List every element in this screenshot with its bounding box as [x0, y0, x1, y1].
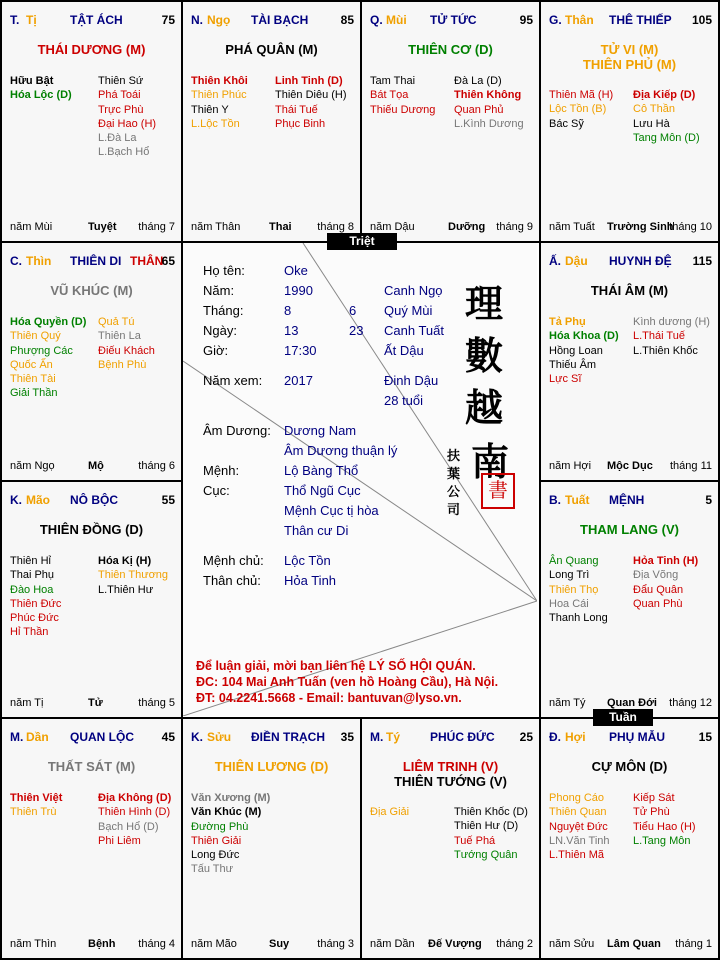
minor-stars-left — [10, 74, 72, 103]
palace-month: tháng 1 — [675, 938, 712, 950]
value-cuc-3: Thân cư Di — [284, 523, 349, 538]
minor-star: Thiên Hỉ — [10, 555, 51, 567]
contact-line-3: ĐT: 04.2241.5668 - Email: bantuvan@lyso.vn. — [196, 691, 462, 705]
value-gio-can: Ất Dậu — [384, 343, 424, 358]
palace-chi: Dậu — [565, 254, 588, 268]
palace-name: THIÊN DI — [70, 254, 122, 268]
palace-number: 65 — [161, 254, 175, 268]
palace-name: PHÚC ĐỨC — [430, 730, 495, 744]
minor-star: Thiếu Dương — [370, 103, 436, 116]
palace-header — [191, 13, 354, 29]
palace-year: năm Mùi — [10, 221, 53, 233]
truong-sinh: Mộc Dục — [607, 460, 653, 472]
minor-star: Long Trì — [549, 569, 590, 582]
value-thang-can: Quý Mùi — [384, 303, 433, 318]
minor-star: Thiếu Âm — [549, 358, 597, 371]
label-ho-ten: Họ tên: — [203, 263, 245, 278]
palace-number: 35 — [340, 730, 354, 744]
label-menh-chu: Mệnh chủ: — [203, 553, 264, 568]
palace-can: Q. — [370, 13, 383, 27]
value-am-duong-2: Âm Dương thuận lý — [284, 443, 398, 458]
minor-star: Bạch Hổ (D) — [98, 820, 159, 833]
minor-star: Văn Khúc (M) — [191, 806, 262, 819]
minor-star: Thiên Hình (D) — [98, 806, 171, 819]
palace-dau — [539, 241, 720, 482]
minor-star: Thiên Phúc — [191, 89, 247, 102]
minor-star: Hóa Quyền (D) — [10, 316, 87, 328]
minor-stars-right — [633, 88, 700, 145]
triet-tag: Triệt — [327, 233, 397, 250]
palace-number: 115 — [692, 254, 712, 268]
minor-star: Địa Võng — [633, 569, 679, 582]
value-gio: 17:30 — [284, 343, 317, 358]
major-star: THIÊN CƠ (D) — [408, 42, 493, 57]
seal-logo — [445, 273, 525, 543]
palace-tuat — [539, 480, 720, 719]
palace-can: T. — [10, 13, 20, 27]
truong-sinh: Suy — [269, 938, 290, 950]
minor-star: L.Thiên Khốc — [633, 344, 698, 357]
palace-can: M. — [10, 730, 24, 744]
palace-header — [370, 730, 533, 746]
palace-hoi — [539, 717, 720, 960]
minor-stars-left — [370, 74, 435, 117]
seal-char-3: 越 — [465, 385, 504, 430]
major-star: THÁI ÂM (M) — [590, 283, 669, 298]
seal-char-4: 南 — [471, 439, 510, 484]
palace-header — [191, 730, 354, 746]
minor-star: LN.Văn Tinh — [549, 834, 610, 847]
minor-stars-right — [454, 805, 528, 862]
palace-month: tháng 12 — [669, 697, 712, 709]
label-nam: Năm: — [203, 283, 235, 298]
minor-star: Hóa Kị (H) — [98, 555, 152, 567]
palace-footer — [549, 221, 712, 235]
minor-star: Đường Phù — [191, 820, 249, 833]
palace-can: G. — [549, 13, 562, 27]
seal-char-2: 數 — [465, 333, 504, 378]
minor-star: L.Thiên Hư — [98, 583, 154, 596]
palace-name: QUAN LỘC — [70, 730, 134, 744]
label-than-chu: Thân chủ: — [203, 573, 261, 588]
palace-header — [549, 254, 712, 270]
minor-star: Địa Giải — [370, 806, 410, 818]
value-nam-xem: 2017 — [284, 373, 313, 388]
palace-chi: Tý — [386, 730, 401, 744]
minor-star: Bệnh Phù — [98, 358, 147, 371]
minor-stars-left — [10, 791, 62, 820]
value-ngay: 13 — [284, 323, 299, 338]
palace-year: năm Ngọ — [10, 460, 55, 472]
palace-header — [10, 730, 175, 746]
minor-star: Phúc Đức — [10, 612, 59, 625]
minor-star: Bát Tọa — [370, 89, 409, 102]
palace-number: 85 — [340, 13, 354, 27]
palace-ngo — [181, 0, 362, 243]
minor-stars-left — [370, 805, 409, 819]
palace-number: 45 — [161, 730, 175, 744]
contact-line-2: ĐC: 104 Mai Anh Tuấn (ven hồ Hoàng Cầu), Hà Nội. — [196, 675, 499, 689]
palace-header — [549, 730, 712, 746]
minor-star: Tam Thai — [370, 75, 416, 87]
seal-small-2: 葉 — [447, 467, 461, 482]
major-star: VŨ KHÚC (M) — [50, 283, 133, 298]
palace-mao — [0, 480, 183, 719]
minor-star: Hóa Khoa (D) — [549, 330, 619, 343]
minor-star: Địa Kiếp (D) — [633, 89, 696, 101]
minor-stars-left — [549, 88, 613, 131]
palace-name: THÊ THIẾP — [609, 13, 672, 27]
palace-number: 5 — [705, 493, 712, 507]
major-star: THIÊN ĐỒNG (D) — [39, 522, 144, 537]
palace-can: Ấ. — [549, 254, 561, 268]
palace-chi: Thìn — [26, 254, 52, 268]
minor-star: Thiên Tài — [10, 373, 56, 386]
truong-sinh: Lâm Quan — [607, 938, 661, 950]
seal-small-4: 司 — [447, 503, 461, 518]
label-am-duong: Âm Dương: — [203, 423, 271, 438]
minor-star: Thiên Thương — [98, 569, 169, 582]
palace-can: B. — [549, 493, 561, 507]
palace-chi: Tuất — [565, 493, 590, 507]
minor-star: Kiếp Sát — [633, 792, 675, 804]
palace-number: 25 — [519, 730, 533, 744]
minor-stars-left — [10, 315, 86, 401]
truong-sinh: Tuyệt — [88, 221, 117, 233]
minor-star: Đẩu Quân — [633, 583, 684, 596]
palace-month: tháng 6 — [138, 460, 175, 472]
value-than-chu: Hỏa Tinh — [284, 573, 337, 588]
minor-star: Thiên Đức — [10, 597, 62, 610]
tuan-tag: Tuần — [593, 709, 653, 726]
value-thang-am: 6 — [349, 303, 357, 318]
minor-star: Giải Thần — [10, 387, 58, 400]
minor-star: Thiên Trù — [10, 806, 57, 819]
minor-stars-left — [10, 554, 61, 640]
minor-star: Long Đức — [191, 849, 240, 862]
palace-month: tháng 9 — [496, 221, 533, 233]
minor-stars-right — [275, 74, 347, 131]
palace-can: N. — [191, 13, 203, 27]
value-menh: Lộ Bàng Thổ — [284, 463, 359, 478]
minor-star: Lực Sĩ — [549, 373, 582, 386]
minor-stars-right — [98, 74, 156, 160]
minor-star: Hoa Cái — [549, 597, 589, 610]
major-star: TỬ VI (M) — [600, 42, 659, 57]
minor-star: Điếu Khách — [98, 344, 155, 357]
value-nam-xem-can: Đinh Dậu — [384, 373, 439, 388]
palace-name: TỬ TỨC — [430, 13, 477, 27]
palace-can: M. — [370, 730, 384, 744]
palace-month: tháng 5 — [138, 697, 175, 709]
palace-footer — [10, 938, 175, 952]
minor-star: Thiên Khốc (D) — [454, 806, 528, 818]
palace-name: MỆNH — [609, 493, 645, 507]
major-star: THẤT SÁT (M) — [47, 759, 136, 774]
palace-number: 15 — [698, 730, 712, 744]
palace-chi: Dần — [26, 730, 49, 744]
palace-year: năm Sửu — [549, 938, 595, 950]
major-star: LIÊM TRINH (V) — [402, 759, 499, 774]
minor-star: Thiên Mã (H) — [549, 89, 614, 101]
seal-char-1: 理 — [465, 281, 504, 326]
palace-name: PHỤ MẪU — [609, 730, 665, 744]
minor-star: Thiên Y — [191, 103, 229, 116]
palace-month: tháng 7 — [138, 221, 175, 233]
palace-month: tháng 8 — [317, 221, 354, 233]
minor-star: Hỉ Thần — [10, 626, 49, 639]
minor-star: Tử Phù — [633, 806, 670, 819]
palace-chi: Sửu — [207, 730, 232, 744]
minor-stars-right — [454, 74, 524, 131]
minor-star: Thiên Việt — [10, 792, 63, 804]
minor-star: Thai Phụ — [10, 569, 55, 582]
minor-star: L.Thái Tuế — [633, 330, 685, 343]
major-star: CỰ MÔN (D) — [591, 759, 668, 774]
minor-stars-left — [549, 791, 610, 862]
minor-star: Hỏa Tinh (H) — [633, 555, 699, 567]
palace-number: 55 — [161, 493, 175, 507]
minor-stars-right — [633, 554, 698, 611]
minor-stars-right — [98, 791, 171, 848]
value-ngay-can: Canh Tuất — [384, 323, 444, 338]
minor-star: Quan Phủ — [454, 103, 504, 116]
palace-chi: Hợi — [565, 730, 586, 744]
truong-sinh: Quan Đới — [607, 697, 657, 709]
value-cuc: Thổ Ngũ Cục — [284, 483, 361, 498]
minor-star: Phi Liêm — [98, 834, 141, 847]
minor-star: Phượng Các — [10, 344, 73, 357]
palace-footer — [549, 460, 712, 474]
center-info-panel — [183, 243, 537, 716]
palace-month: tháng 11 — [669, 460, 712, 472]
value-thang: 8 — [284, 303, 292, 318]
minor-star: Địa Không (D) — [98, 792, 172, 804]
minor-star: Thiên Hư (D) — [454, 820, 519, 833]
minor-stars-left — [191, 791, 270, 877]
minor-star: Thiên Khôi — [191, 75, 248, 87]
minor-star: Cô Thần — [633, 103, 675, 116]
palace-thin — [0, 241, 183, 482]
truong-sinh: Đế Vượng — [428, 938, 482, 950]
minor-star: Quả Tú — [98, 316, 135, 328]
value-tuoi: 28 tuổi — [384, 393, 424, 408]
palace-month: tháng 10 — [669, 221, 712, 233]
palace-footer — [549, 938, 712, 952]
palace-number: 105 — [691, 13, 712, 27]
palace-can: Đ. — [549, 730, 561, 744]
palace-can: C. — [10, 254, 22, 268]
palace-chi: Ngọ — [207, 13, 231, 27]
minor-star: Phá Toái — [98, 89, 141, 102]
value-ho-ten: Oke — [284, 263, 308, 278]
palace-number: 95 — [519, 13, 533, 27]
palace-footer — [10, 460, 175, 474]
minor-star: Thiên La — [98, 330, 141, 343]
minor-star: Hóa Lộc (D) — [10, 89, 72, 102]
truong-sinh: Mộ — [88, 460, 104, 472]
major-star: THIÊN TƯỚNG (V) — [394, 774, 507, 789]
minor-star: Trực Phù — [98, 103, 144, 116]
minor-star: Kình dương (H) — [633, 316, 710, 328]
palace-month: tháng 3 — [317, 938, 354, 950]
value-cuc-2: Mệnh Cục tị hòa — [284, 503, 379, 518]
minor-stars-right — [98, 315, 155, 372]
palace-year: năm Tý — [549, 697, 586, 709]
minor-star: Thiên Quan — [549, 806, 607, 819]
major-star: PHÁ QUÂN (M) — [225, 42, 318, 57]
minor-star: Văn Xương (M) — [191, 792, 271, 804]
palace-ti — [0, 0, 183, 243]
palace-header — [549, 13, 712, 29]
palace-name: TẬT ÁCH — [70, 13, 123, 27]
palace-year: năm Mão — [191, 938, 237, 950]
minor-star: Tướng Quân — [454, 848, 518, 861]
palace-chi: Tị — [26, 13, 37, 27]
label-gio: Giờ: — [203, 343, 229, 358]
palace-year: năm Dần — [370, 938, 415, 950]
palace-year: năm Hợi — [549, 460, 592, 472]
palace-month: tháng 2 — [496, 938, 533, 950]
palace-header — [10, 13, 175, 29]
palace-header — [10, 254, 175, 270]
truong-sinh: Trường Sinh — [607, 221, 674, 233]
contact-line-1: Để luận giải, mời bạn liên hệ LÝ SỐ HỘI QUÁN. — [196, 659, 476, 673]
label-nam-xem: Năm xem: — [203, 373, 263, 388]
major-star: THIÊN PHỦ (M) — [582, 57, 677, 72]
palace-month: tháng 4 — [138, 938, 175, 950]
minor-stars-right — [98, 554, 168, 597]
palace-chi: Thân — [565, 13, 594, 27]
palace-year: năm Thân — [191, 221, 241, 233]
palace-number: 75 — [161, 13, 175, 27]
palace-name: HUYNH ĐỆ — [609, 254, 672, 268]
red-stamp: 書 — [481, 473, 515, 509]
minor-star: Thiên Diêu (H) — [275, 89, 347, 102]
minor-star: Lộc Tồn (B) — [549, 103, 607, 116]
minor-star: Linh Tinh (D) — [275, 75, 343, 87]
minor-star: Thiên Giải — [191, 834, 242, 847]
minor-star: L.Bạch Hổ — [98, 146, 150, 159]
minor-stars-left — [191, 74, 248, 131]
palace-footer — [191, 938, 354, 952]
minor-star: Đào Hoa — [10, 583, 54, 596]
palace-footer — [370, 938, 533, 952]
palace-name: NÔ BỘC — [70, 493, 118, 507]
palace-year: năm Dậu — [370, 221, 415, 233]
minor-star: L.Kình Dương — [454, 117, 524, 130]
minor-star: Tả Phụ — [549, 316, 586, 328]
palace-mui — [360, 0, 541, 243]
label-thang: Tháng: — [203, 303, 244, 318]
minor-star: Quan Phù — [633, 597, 683, 610]
minor-star: L.Thiên Mã — [549, 849, 605, 862]
minor-star: Ân Quang — [549, 555, 599, 567]
minor-star: Thiên Thọ — [549, 583, 599, 596]
minor-star: Nguyệt Đức — [549, 820, 608, 833]
palace-footer — [10, 221, 175, 235]
value-am-duong: Dương Nam — [284, 423, 357, 438]
minor-star: Quốc Ấn — [10, 358, 53, 371]
palace-than — [539, 0, 720, 243]
minor-star: L.Đà La — [98, 132, 137, 145]
label-ngay: Ngày: — [203, 323, 237, 338]
palace-name: ĐIỀN TRẠCH — [251, 730, 325, 744]
minor-stars-right — [633, 315, 710, 358]
palace-year: năm Thìn — [10, 938, 57, 950]
minor-star: Phục Binh — [275, 117, 326, 130]
palace-year: năm Tuất — [549, 221, 595, 233]
label-cuc: Cục: — [203, 483, 230, 498]
minor-star: Thiên Không — [454, 89, 522, 102]
seal-small-3: 公 — [447, 485, 461, 500]
minor-stars-left — [549, 315, 619, 386]
palace-footer — [10, 697, 175, 711]
palace-ty — [360, 717, 541, 960]
minor-star: Tiểu Hao (H) — [633, 820, 696, 833]
minor-star: L.Lộc Tồn — [191, 117, 240, 130]
minor-star: Thiên Sứ — [98, 75, 144, 87]
truong-sinh: Bệnh — [88, 938, 116, 950]
label-menh: Mệnh: — [203, 463, 240, 478]
minor-star: Bác Sỹ — [549, 117, 584, 130]
palace-dan — [0, 717, 183, 960]
seal-small-1: 扶 — [447, 449, 461, 464]
truong-sinh: Tử — [88, 697, 103, 709]
minor-star: Thiên Quý — [10, 330, 61, 343]
palace-chi: Mão — [26, 493, 50, 507]
minor-star: Hồng Loan — [549, 344, 603, 357]
major-star: THÁI DƯƠNG (M) — [37, 42, 146, 57]
palace-suu — [181, 717, 362, 960]
minor-star: Thanh Long — [549, 612, 608, 625]
minor-star: Tấu Thư — [191, 863, 234, 876]
palace-can: K. — [191, 730, 203, 744]
value-nam-can: Canh Ngọ — [384, 283, 443, 298]
minor-star: Đà La (D) — [454, 75, 502, 87]
minor-stars-right — [633, 791, 696, 848]
minor-star: Tuế Phá — [454, 834, 496, 847]
minor-star: Hữu Bật — [10, 75, 54, 87]
palace-header — [10, 493, 175, 509]
major-star: THAM LANG (V) — [580, 522, 679, 537]
than-marker: THÂN — [130, 254, 164, 268]
value-ngay-am: 23 — [349, 323, 364, 338]
value-menh-chu: Lộc Tồn — [284, 553, 331, 568]
minor-star: Phong Cáo — [549, 792, 605, 804]
palace-can: K. — [10, 493, 22, 507]
minor-star: Tang Môn (D) — [633, 131, 700, 144]
palace-header — [370, 13, 533, 29]
palace-header — [549, 493, 712, 509]
palace-year: năm Tị — [10, 697, 44, 709]
major-star: THIÊN LƯƠNG (D) — [214, 759, 329, 774]
truong-sinh: Thai — [269, 221, 292, 233]
palace-name: TÀI BẠCH — [251, 13, 309, 27]
minor-star: Lưu Hà — [633, 117, 670, 130]
value-nam: 1990 — [284, 283, 313, 298]
palace-chi: Mùi — [386, 13, 407, 27]
minor-stars-left — [549, 554, 608, 625]
minor-star: Đại Hao (H) — [98, 117, 157, 130]
minor-star: L.Tang Môn — [633, 834, 691, 847]
truong-sinh: Dưỡng — [448, 221, 486, 233]
minor-star: Thái Tuế — [275, 103, 318, 116]
